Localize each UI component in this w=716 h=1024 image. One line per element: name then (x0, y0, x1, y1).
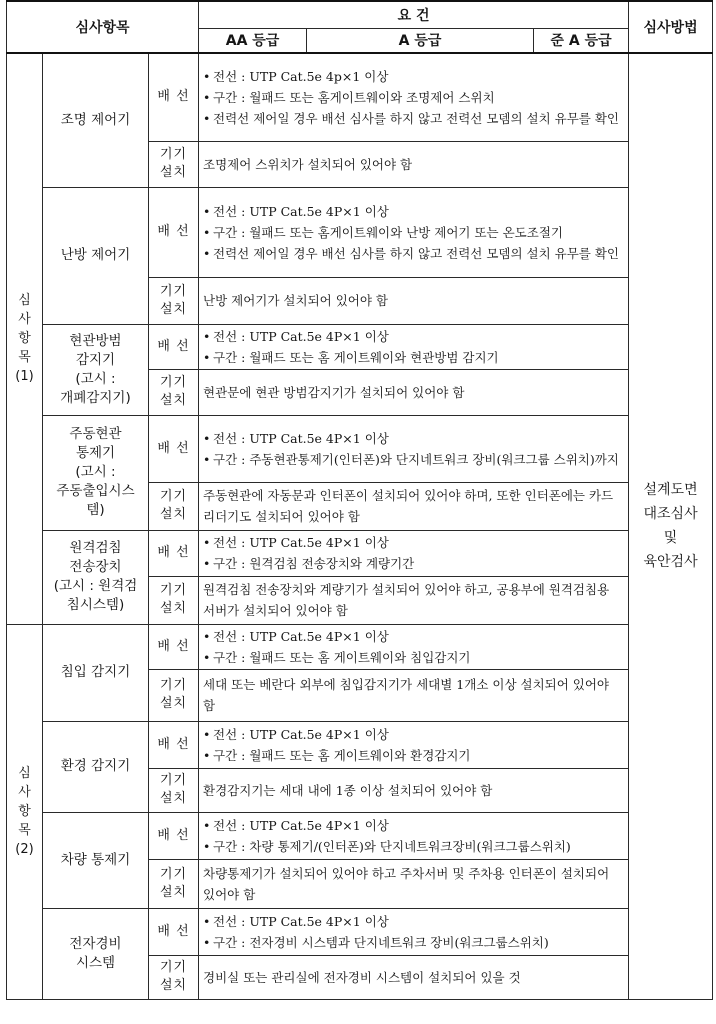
wiring-requirements (199, 812, 629, 859)
bullet-icon: • (203, 934, 211, 950)
device-label (149, 369, 199, 415)
wiring-requirement (203, 201, 624, 222)
bullet-icon: • (203, 89, 211, 105)
wiring-label: 배 선 (149, 53, 199, 141)
device-label-line: 기기 (159, 147, 188, 162)
item-name-line: 침시스템) (66, 597, 125, 613)
wiring-list (203, 326, 624, 368)
item-name-line: 주동출입시스 (56, 483, 135, 499)
wiring-label: 배 선 (149, 624, 199, 669)
item-wiring-row (7, 624, 713, 669)
wiring-requirement-text: 전선 : UTP Cat.5e 4P×1 이상 (213, 430, 389, 446)
group-label-char: 사 (18, 785, 31, 800)
wiring-label: 배 선 (149, 812, 199, 859)
device-requirement: 현관문에 현관 방범감지기가 설치되어 있어야 함 (199, 369, 629, 415)
wiring-requirement (203, 243, 624, 264)
wiring-requirement-text: 전선 : UTP Cat.5e 4P×1 이상 (213, 535, 389, 550)
item-name-cell (43, 53, 149, 187)
item-name-line: 감지기 (75, 351, 116, 368)
bullet-icon: • (203, 628, 211, 644)
device-label-line: 기기 (159, 678, 188, 693)
wiring-requirement-text: 전선 : UTP Cat.5e 4P×1 이상 (213, 913, 389, 929)
device-label (149, 141, 199, 187)
item-wiring-row (7, 721, 713, 768)
group-label-char: 항 (18, 804, 31, 819)
device-label-line: 설치 (159, 507, 188, 522)
wiring-requirements (199, 324, 629, 369)
item-name-line: (고시 : 원격검 (53, 578, 138, 594)
device-label-line: 설치 (159, 601, 188, 616)
wiring-requirements (199, 53, 629, 141)
wiring-list (203, 626, 624, 668)
review-method-line: 및 (663, 530, 678, 547)
wiring-requirement-text: 전선 : UTP Cat.5e 4P×1 이상 (213, 328, 389, 344)
wiring-requirement-text: 구간 : 월패드 또는 홈 게이트웨이와 환경감지기 (213, 747, 471, 763)
header-grade-aa: AA 등급 (199, 28, 307, 53)
item-name-cell (43, 624, 149, 721)
device-requirement: 차량통제기가 설치되어 있어야 하고 주차서버 및 주차용 인터폰이 설치되어 있어야 함 (199, 859, 629, 908)
wiring-requirement (203, 745, 624, 766)
item-wiring-row (7, 53, 713, 141)
item-name-line: 전자경비 (69, 935, 122, 952)
item-name-line: (고시 : (75, 370, 116, 387)
wiring-requirement (203, 932, 624, 953)
item-wiring-row (7, 530, 713, 576)
review-method-line: 설계도면 (643, 482, 698, 499)
device-requirement: 환경감지기는 세대 내에 1종 이상 설치되어 있어야 함 (199, 768, 629, 812)
device-label-line: 기기 (159, 283, 188, 299)
wiring-list (203, 428, 624, 470)
bullet-icon: • (203, 68, 211, 84)
wiring-requirements (199, 721, 629, 768)
review-method-cell (629, 53, 713, 999)
group-label-char: 목 (18, 823, 31, 838)
device-requirement: 세대 또는 베란다 외부에 침입감지기가 세대별 1개소 이상 설치되어 있어야 함 (199, 669, 629, 721)
item-name-cell (43, 324, 149, 415)
wiring-requirement (203, 911, 624, 932)
wiring-requirement-text: 전선 : UTP Cat.5e 4P×1 이상 (213, 817, 389, 833)
wiring-requirement-text: 전선 : UTP Cat.5e 4p×1 이상 (213, 68, 389, 84)
item-wiring-row (7, 415, 713, 482)
wiring-requirement-text: 전선 : UTP Cat.5e 4P×1 이상 (213, 726, 389, 742)
wiring-requirement (203, 647, 624, 668)
device-label (149, 669, 199, 721)
wiring-requirement (203, 428, 624, 449)
group-label-char: (2) (15, 842, 34, 857)
bullet-icon: • (203, 203, 211, 219)
wiring-requirement (203, 108, 624, 129)
bullet-icon: • (203, 349, 211, 365)
wiring-list (203, 911, 624, 953)
wiring-label: 배 선 (149, 415, 199, 482)
bullet-icon: • (203, 430, 211, 446)
item-name-line: 원격검침 (69, 540, 122, 556)
item-name-cell (43, 812, 149, 908)
group-label-char: 사 (18, 312, 31, 328)
wiring-requirement-text: 구간 : 차량 통제기/(인터폰)와 단지네트워크장비(워크그룹스위치) (213, 838, 571, 854)
wiring-requirement-text: 전력선 제어일 경우 배선 심사를 하지 않고 전력선 모뎀의 설치 유무를 확인 (213, 110, 619, 126)
wiring-requirement-text: 전선 : UTP Cat.5e 4P×1 이상 (213, 628, 389, 644)
wiring-label: 배 선 (149, 721, 199, 768)
device-label-line: 기기 (159, 773, 188, 788)
wiring-requirements (199, 530, 629, 576)
item-name-line: 시스템 (75, 954, 116, 971)
device-label-line: 기기 (159, 583, 188, 598)
device-requirement: 주동현관에 자동문과 인터폰이 설치되어 있어야 하며, 또한 인터폰에는 카드 리더기도 설치되어 있어야 함 (199, 482, 629, 530)
wiring-requirement (203, 626, 624, 647)
item-name-line: 전송장치 (69, 559, 122, 575)
item-name-line: 주동현관 (69, 426, 122, 442)
wiring-requirement (203, 449, 624, 470)
wiring-requirements (199, 908, 629, 955)
wiring-requirement-text: 구간 : 월패드 또는 홈 게이트웨이와 현관방범 감지기 (213, 349, 499, 365)
wiring-requirement-text: 전력선 제어일 경우 배선 심사를 하지 않고 전력선 모뎀의 설치 유무를 확인 (213, 245, 619, 261)
header-grade-semi-a: 준 A 등급 (534, 28, 629, 53)
group-label-cell (7, 624, 43, 999)
device-label (149, 768, 199, 812)
group-label-char: 목 (18, 350, 31, 366)
device-requirement: 난방 제어기가 설치되어 있어야 함 (199, 277, 629, 324)
header-grade-a: A 등급 (307, 28, 534, 53)
group-label (7, 291, 42, 386)
item-name-cell (43, 187, 149, 324)
wiring-list (203, 724, 624, 766)
review-method-line: 대조심사 (643, 506, 698, 523)
item-name-cell (43, 530, 149, 624)
wiring-list (203, 532, 624, 574)
item-name-line: 통제기 (75, 445, 116, 461)
header-review-item: 심사항목 (7, 1, 199, 53)
device-label-line: 기기 (159, 960, 188, 975)
device-requirement: 원격검침 전송장치와 계량기가 설치되어 있어야 하고, 공용부에 원격검침용 서버가 설치되어 있어야 함 (199, 576, 629, 624)
device-requirement: 조명제어 스위치가 설치되어 있어야 함 (199, 141, 629, 187)
bullet-icon: • (203, 556, 211, 571)
group-label-char: 심 (18, 293, 31, 309)
wiring-label: 배 선 (149, 187, 199, 277)
item-name-cell (43, 908, 149, 999)
device-label-line: 설치 (159, 696, 188, 711)
wiring-label: 배 선 (149, 908, 199, 955)
bullet-icon: • (203, 747, 211, 763)
header-review-method: 심사방법 (629, 1, 713, 53)
wiring-list (203, 66, 624, 129)
device-label-line: 설치 (159, 884, 188, 900)
header-requirements: 요 건 (199, 1, 629, 28)
item-wiring-row (7, 324, 713, 369)
device-label-line: 설치 (159, 301, 188, 317)
bullet-icon: • (203, 245, 211, 261)
wiring-requirement-text: 구간 : 월패드 또는 홈게이트웨이와 난방 제어기 또는 온도조절기 (213, 224, 563, 240)
wiring-requirement (203, 724, 624, 745)
item-wiring-row (7, 812, 713, 859)
wiring-list (203, 815, 624, 857)
wiring-requirement (203, 222, 624, 243)
wiring-requirement (203, 815, 624, 836)
bullet-icon: • (203, 726, 211, 742)
item-wiring-row (7, 187, 713, 277)
bullet-icon: • (203, 817, 211, 833)
item-name-line: 환경 감지기 (60, 758, 131, 774)
group-label-cell (7, 53, 43, 624)
item-name-cell (43, 415, 149, 530)
table-body (7, 53, 713, 999)
item-name-cell (43, 721, 149, 812)
device-label (149, 955, 199, 999)
wiring-label: 배 선 (149, 530, 199, 576)
wiring-requirement (203, 836, 624, 857)
item-name-line: 침입 감지기 (60, 664, 131, 680)
device-label-line: 기기 (159, 375, 188, 390)
wiring-requirement-text: 전선 : UTP Cat.5e 4P×1 이상 (213, 203, 389, 219)
wiring-requirement-text: 구간 : 주동현관통제기(인터폰)와 단지네트워크 장비(워크그룹 스위치)까지 (213, 451, 619, 467)
wiring-requirement (203, 532, 624, 553)
bullet-icon: • (203, 224, 211, 240)
wiring-requirements (199, 187, 629, 277)
wiring-requirement-text: 구간 : 월패드 또는 홈 게이트웨이와 침입감지기 (213, 649, 471, 665)
device-label (149, 576, 199, 624)
device-label-line: 설치 (159, 393, 188, 408)
wiring-requirement (203, 326, 624, 347)
group-label (7, 764, 42, 859)
device-label-line: 기기 (159, 489, 188, 504)
item-name-line: 조명 제어기 (60, 111, 131, 128)
item-name-line: 차량 통제기 (60, 851, 131, 868)
wiring-requirements (199, 624, 629, 669)
group-label-char: 항 (18, 331, 31, 347)
device-label-line: 설치 (159, 791, 188, 806)
item-name-line: 템) (86, 502, 105, 518)
group-label-char: 심 (18, 766, 31, 781)
bullet-icon: • (203, 535, 211, 550)
bullet-icon: • (203, 451, 211, 467)
bullet-icon: • (203, 913, 211, 929)
wiring-requirement-text: 구간 : 원격검침 전송장치와 계량기간 (213, 556, 415, 571)
device-requirement: 경비실 또는 관리실에 전자경비 시스템이 설치되어 있을 것 (199, 955, 629, 999)
device-label (149, 859, 199, 908)
wiring-requirement (203, 87, 624, 108)
device-label-line: 설치 (159, 978, 188, 993)
item-wiring-row (7, 908, 713, 955)
item-name-line: (고시 : (75, 464, 116, 480)
wiring-requirement (203, 347, 624, 368)
item-name-line: 현관방범 (69, 332, 122, 349)
wiring-requirement (203, 553, 624, 574)
wiring-requirement-text: 구간 : 전자경비 시스템과 단지네트워크 장비(워크그룹스위치) (213, 934, 549, 950)
device-label (149, 277, 199, 324)
bullet-icon: • (203, 838, 211, 854)
wiring-requirement (203, 66, 624, 87)
wiring-label: 배 선 (149, 324, 199, 369)
bullet-icon: • (203, 649, 211, 665)
device-label-line: 기기 (159, 866, 188, 882)
item-name-line: 난방 제어기 (60, 247, 131, 263)
device-label-line: 설치 (159, 165, 188, 180)
wiring-requirements (199, 415, 629, 482)
wiring-requirement-text: 구간 : 월패드 또는 홈게이트웨이와 조명제어 스위치 (213, 89, 495, 105)
device-label (149, 482, 199, 530)
group-label-char: (1) (15, 369, 34, 385)
review-method-line: 육안검사 (643, 554, 698, 571)
certification-table (6, 0, 713, 1000)
bullet-icon: • (203, 110, 211, 126)
wiring-list (203, 201, 624, 264)
item-name-line: 개폐감지기) (60, 389, 131, 406)
bullet-icon: • (203, 328, 211, 344)
